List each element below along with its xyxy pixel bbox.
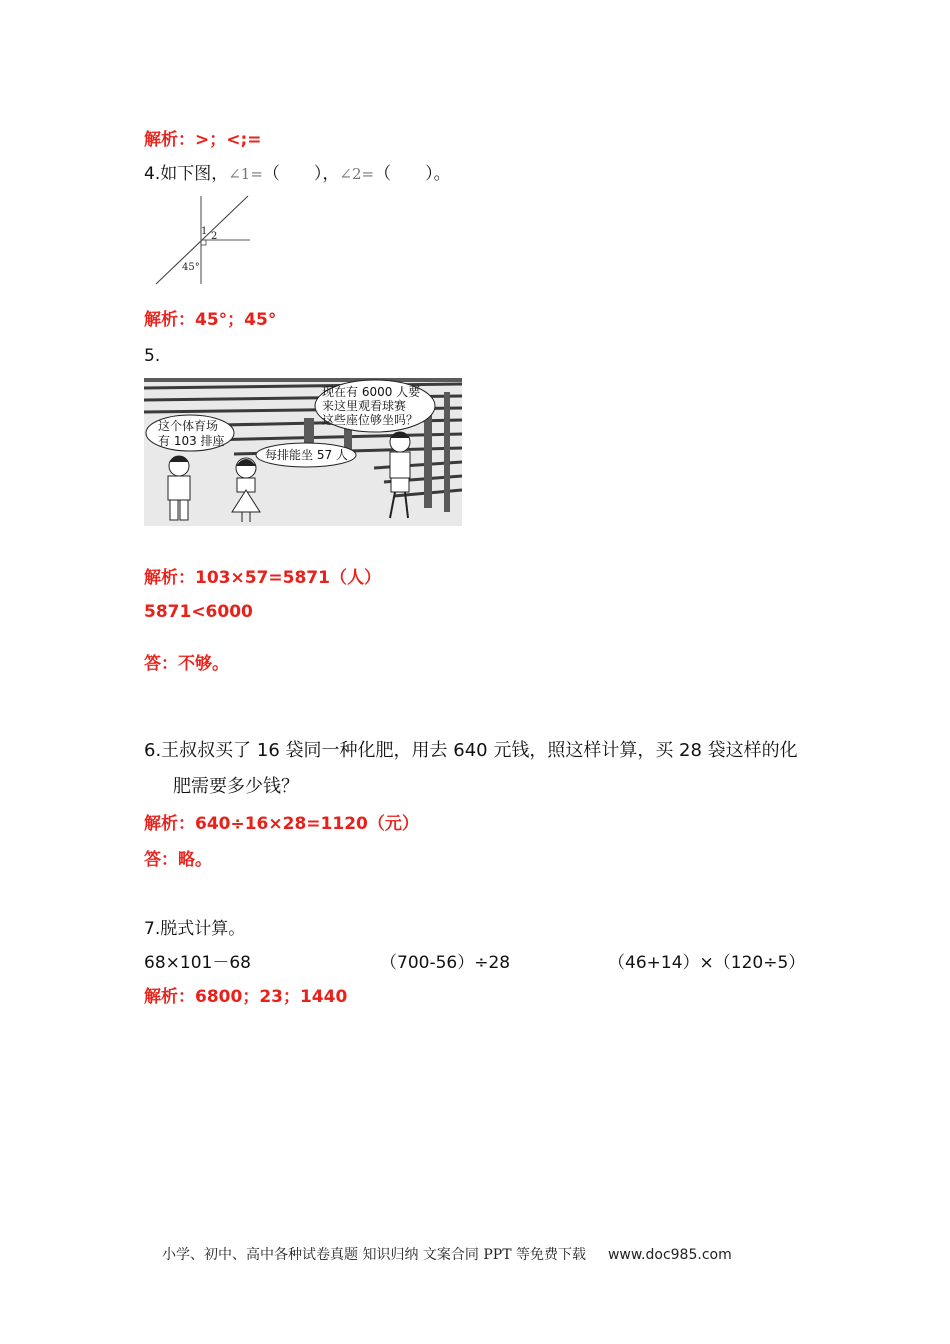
- q4-text: 如下图，: [160, 164, 229, 184]
- right-bubble-line1: 现在有 6000 人要: [322, 385, 421, 399]
- q7-title: 7.脱式计算。: [144, 919, 246, 939]
- left-bubble-line1: 这个体育场: [158, 419, 219, 433]
- q6-conclusion: 答：略。: [144, 850, 212, 870]
- left-bubble-line2: 有 103 排座: [158, 434, 225, 448]
- q7-expr2: （700-56）÷28: [380, 953, 511, 973]
- q7-answer: 解析：6800；23；1440: [144, 987, 348, 1007]
- page-footer: [162, 1244, 732, 1264]
- middle-bubble-text: 每排能坐 57 人: [265, 448, 348, 462]
- right-bubble-line3: 这些座位够坐吗？: [322, 413, 419, 427]
- stadium-illustration: [144, 378, 462, 526]
- q6-answer: 解析：640÷16×28=1120（元）: [144, 814, 419, 834]
- angle-figure: [150, 192, 260, 288]
- q5-answer-line1: 解析：103×57=5871（人）: [144, 568, 381, 588]
- blank1: （ ）: [262, 164, 323, 184]
- angle2-label: ∠2=: [339, 165, 375, 183]
- footer-url[interactable]: www.doc985.com: [607, 1247, 732, 1263]
- q4-end: 。: [433, 164, 451, 184]
- separator: ，: [322, 164, 340, 184]
- footer-text: 小学、初中、高中各种试卷真题 知识归纳 文案合同 PPT 等免费下载: [162, 1247, 586, 1263]
- q5-answer-line3: 答：不够。: [144, 654, 229, 674]
- right-bubble-line2: 来这里观看球赛: [322, 399, 407, 413]
- q5-answer-line2: 5871<6000: [144, 602, 253, 622]
- angle1-figure-label: 1: [201, 226, 208, 237]
- q6-line1: 6.王叔叔买了 16 袋同一种化肥，用去 640 元钱，照这样计算，买 28 袋这样的化: [144, 740, 798, 761]
- q7-expr3: （46+14）×（120÷5）: [608, 953, 806, 973]
- angle2-figure-label: 2: [211, 231, 218, 242]
- blank2: （ ）: [374, 164, 434, 184]
- q4-question: [144, 162, 451, 186]
- q4-number: 4.: [144, 164, 161, 184]
- q6-line2: 肥需要多少钱？: [173, 776, 299, 797]
- q4-answer: 解析：45°；45°: [144, 310, 277, 330]
- q3-answer: 解析：>；<;=: [144, 130, 262, 150]
- q7-expr1: 68×101－68: [144, 953, 251, 973]
- angle1-label: ∠1=: [228, 165, 263, 183]
- deg45-label: 45°: [182, 262, 200, 273]
- q5-number: 5.: [144, 346, 161, 366]
